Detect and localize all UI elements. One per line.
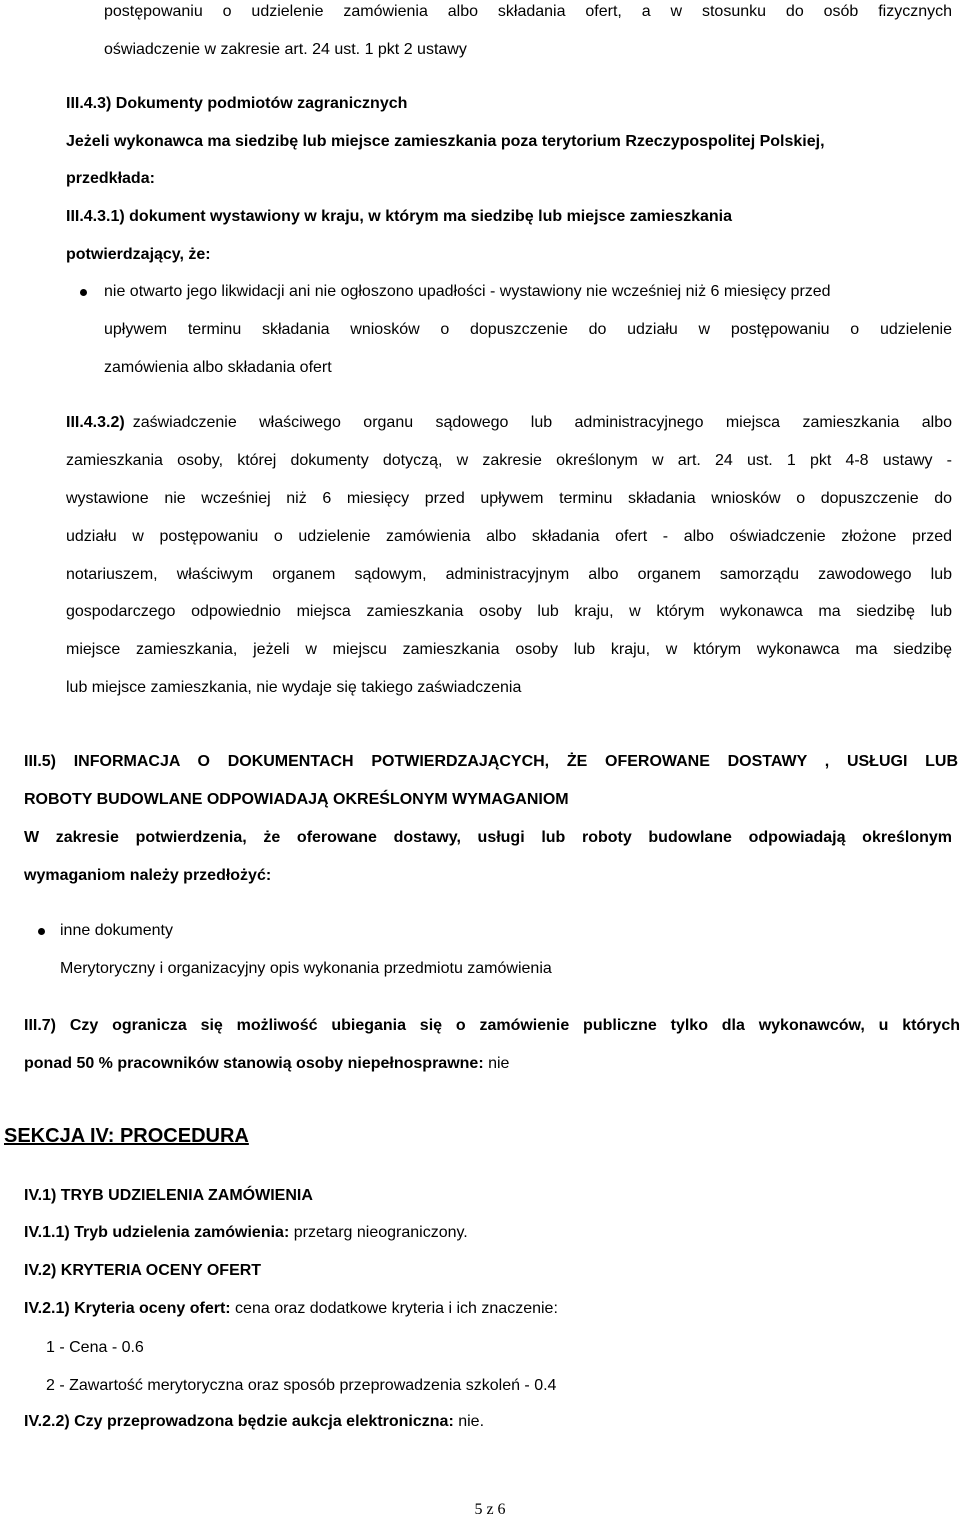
paragraph-line: potwierdzający, że:	[66, 246, 211, 263]
paragraph-line: miejsce zamieszkania, jeżeli w miejscu zamieszkania osoby lub kraju, w którym wykonawca ma siedzibę	[66, 641, 952, 658]
field-value: cena oraz dodatkowe kryteria i ich znaczenie:	[230, 1300, 558, 1317]
field-line	[24, 1412, 484, 1432]
paragraph-line: zamieszkania osoby, której dokumenty dotyczą, w zakresie określonym w art. 24 ust. 1 pkt 4-8 ustawy -	[66, 452, 952, 469]
section-heading: III.4.3) Dokumenty podmiotów zagranicznych	[66, 95, 408, 112]
paragraph-line: wystawione nie wcześniej niż 6 miesięcy przed upływem terminu składania wniosków o dopuszczenie do	[66, 490, 952, 507]
field-label: IV.2.1) Kryteria oceny ofert:	[24, 1300, 231, 1317]
section-heading: IV.1) TRYB UDZIELENIA ZAMÓWIENIA	[24, 1187, 313, 1204]
section-heading: III.5) INFORMACJA O DOKUMENTACH POTWIERDZAJĄCYCH, ŻE OFEROWANE DOSTAWY , USŁUGI LUB	[24, 753, 958, 770]
field-label: IV.1.1) Tryb udzielenia zamówienia:	[24, 1224, 290, 1241]
paragraph-line: przedkłada:	[66, 170, 155, 187]
paragraph-line	[24, 1054, 509, 1074]
section-title: SEKCJA IV: PROCEDURA	[4, 1125, 249, 1147]
paragraph-line: udziału w postępowaniu o udzielenie zamówienia albo składania ofert - albo oświadczenie złożone przed	[66, 528, 952, 545]
paragraph-line: lub miejsce zamieszkania, nie wydaje się takiego zaświadczenia	[66, 679, 522, 696]
criterion-item: 2 - Zawartość merytoryczna oraz sposób przeprowadzenia szkoleń - 0.4	[46, 1377, 557, 1394]
paragraph-line: oświadczenie w zakresie art. 24 ust. 1 pkt 2 ustawy	[104, 41, 467, 58]
list-item-line: nie otwarto jego likwidacji ani nie ogłoszono upadłości - wystawiony nie wcześniej niż 6 miesięcy przed	[104, 283, 831, 300]
paragraph-line: W zakresie potwierdzenia, że oferowane dostawy, usługi lub roboty budowlane odpowiadają określonym	[24, 829, 952, 846]
question-label: ponad 50 % pracowników stanowią osoby niepełnosprawne:	[24, 1055, 484, 1072]
criterion-item: 1 - Cena - 0.6	[46, 1339, 144, 1356]
paragraph-text: zaświadczenie właściwego organu sądowego lub administracyjnego miejsca zamieszkania albo	[132, 414, 952, 431]
paragraph-line: III.4.3.1) dokument wystawiony w kraju, w którym ma siedzibę lub miejsce zamieszkania	[66, 208, 733, 225]
section-heading: ROBOTY BUDOWLANE ODPOWIADAJĄ OKREŚLONYM WYMAGANIOM	[24, 791, 569, 808]
field-value: nie.	[453, 1413, 485, 1430]
field-label: IV.2.2) Czy przeprowadzona będzie aukcja elektroniczna:	[24, 1413, 454, 1430]
paragraph-label: III.4.3.2)	[66, 414, 125, 431]
paragraph-line	[66, 413, 952, 433]
list-item-line: inne dokumenty	[60, 922, 173, 939]
field-line	[24, 1223, 468, 1243]
paragraph-line: III.7) Czy ogranicza się możliwość ubiegania się o zamówienie publiczne tylko dla wykonawców, u których	[24, 1017, 960, 1034]
list-item-line: upływem terminu składania wniosków o dopuszczenie do udziału w postępowaniu o udzielenie	[104, 321, 952, 338]
field-line	[24, 1299, 558, 1319]
bullet-icon	[80, 289, 87, 296]
paragraph-line: postępowaniu o udzielenie zamówienia albo składania ofert, a w stosunku do osób fizycznych	[104, 3, 952, 20]
page-number: 5 z 6	[474, 1501, 506, 1518]
paragraph-line: Jeżeli wykonawca ma siedzibę lub miejsce zamieszkania poza terytorium Rzeczypospolitej Polskiej,	[66, 133, 825, 150]
question-answer: nie	[483, 1055, 510, 1072]
section-heading: IV.2) KRYTERIA OCENY OFERT	[24, 1262, 262, 1279]
paragraph-line: notariuszem, właściwym organem sądowym, administracyjnym albo organem samorządu zawodowego lub	[66, 566, 952, 583]
list-item-line: zamówienia albo składania ofert	[104, 359, 332, 376]
field-value: przetarg nieograniczony.	[289, 1224, 468, 1241]
paragraph-line: wymaganiom należy przedłożyć:	[24, 867, 272, 884]
list-item-detail: Merytoryczny i organizacyjny opis wykonania przedmiotu zamówienia	[60, 960, 552, 977]
bullet-icon	[38, 928, 45, 935]
paragraph-line: gospodarczego odpowiednio miejsca zamieszkania osoby lub kraju, w którym wykonawca ma siedzibę lub	[66, 603, 952, 620]
